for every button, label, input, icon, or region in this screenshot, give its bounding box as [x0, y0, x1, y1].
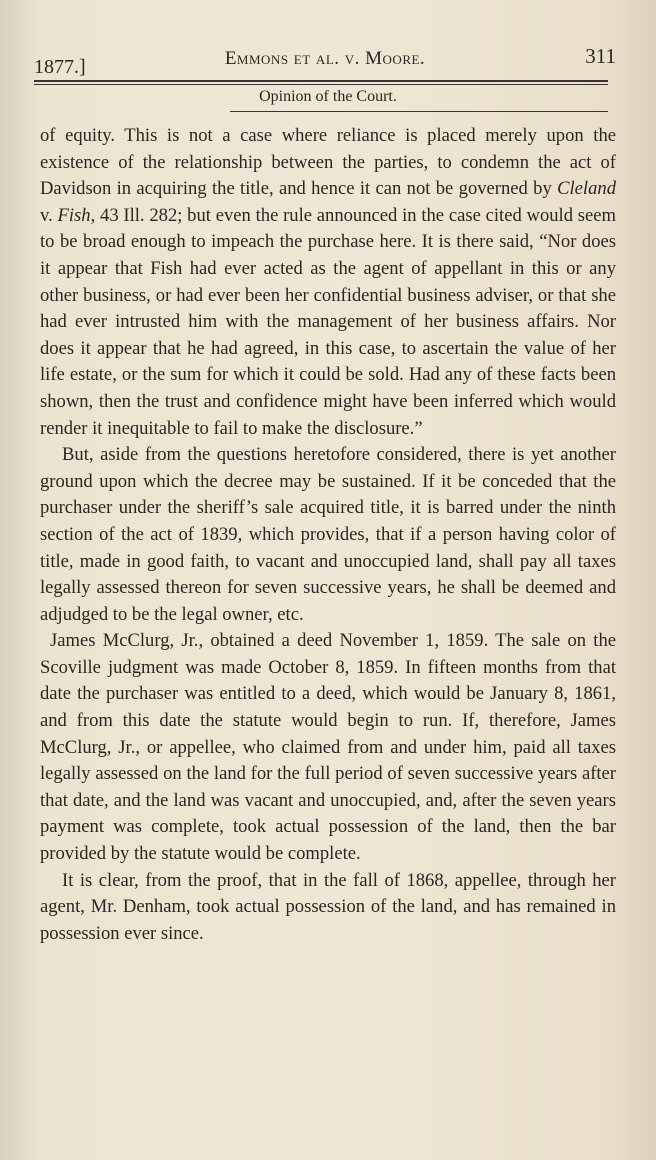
case-name-fish: Fish	[57, 204, 91, 226]
paragraph-2: But, aside from the questions heretofore considered, there is yet another ground upon which the decree may be sustained. If it be conceded that the purchaser under the sheriff’s sale acquired title, it is barred under the ninth section of the act of 1839, which provides, that if a person having color of title, made in good faith, to vacant and unoccupied land, shall pay all taxes legally assessed thereon for seven successive years, he shall be deemed and adjudged to be the legal owner, etc.	[40, 444, 616, 625]
header-year: 1877.]	[34, 56, 86, 78]
case-name-cleland: Cleland	[557, 178, 616, 200]
running-header	[34, 44, 616, 80]
page-number: 311	[585, 44, 616, 68]
section-subheading: Opinion of the Court.	[259, 88, 397, 105]
header-rule-thick	[34, 80, 608, 82]
header-case-title: Emmons et al. v. Moore.	[224, 48, 426, 69]
paragraph-3: James McClurg, Jr., obtained a deed November 1, 1859. The sale on the Scoville judgment was made October 8, 1859. In fifteen months from that date the purchaser was entitled to a deed, which would be January 8, 1861, and from this date the statute would begin to run. If, therefore, James McClurg, Jr., or appellee, who claimed from and under him, paid all taxes legally assessed on the land for the full period of seven successive years after that date, and the land was vacant and unoccupied, and, after the seven years payment was complete, took actual possession of the land, then the bar provided by the statute would be complete.	[40, 630, 616, 865]
paragraph-1-text-a: of equity. This is not a case where reliance is placed merely upon the existence of the relationship between the parties, to condemn the act of Davidson in acquiring the title, and hence it can not be governed by	[40, 125, 616, 200]
subheading-rule	[230, 111, 608, 112]
paragraph-1	[40, 123, 616, 442]
paragraph-4: It is clear, from the proof, that in the fall of 1868, appellee, through her agent, Mr. Denham, took actual possession of the land, and has remained in possession ever since.	[40, 869, 616, 944]
header-rule-thin	[34, 84, 608, 85]
paragraph-1-text-b: v.	[40, 204, 58, 226]
paragraph-1-text-c: , 43 Ill. 282; but even the rule announced in the case cited would seem to be broad enough to impeach the purchase here. It is there said, “Nor does it appear that Fish had ever acted as the agent of appellant in this or any other business, or had ever been her confidential business adviser, or that she had ever intrusted him with the management of her business affairs. Nor does it appear that he had agreed, in this case, to ascertain the value of her life estate, or the sum for which it could be sold. Had any of these facts been shown, then the trust and confidence might have been inferred which would render it inequitable to fail to make the disclosure.”	[40, 204, 616, 439]
opinion-body	[40, 123, 616, 947]
